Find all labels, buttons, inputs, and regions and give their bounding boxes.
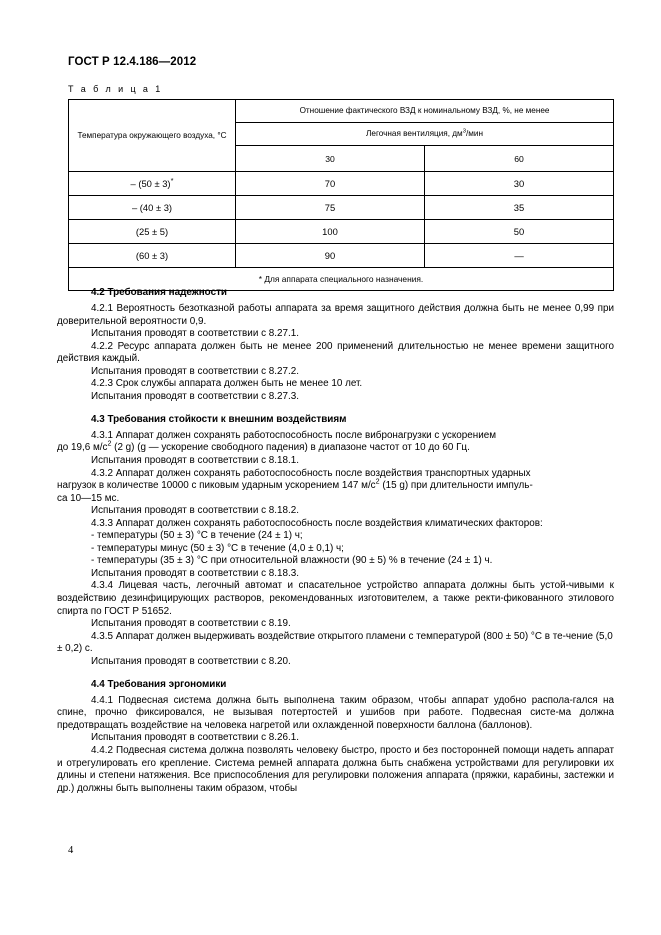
paragraph-4-3-2-line3: са 10—15 мс. (57, 492, 120, 504)
table-row (69, 196, 614, 220)
paragraph-4-3-1-line1: 4.3.1 Аппарат должен сохранять работоспособность после вибронагрузки с ускорением (91, 429, 497, 441)
list-item: - температуры (50 ± 3) °С в течение (24 ± 1) ч; (91, 530, 303, 542)
cell-temperature: (25 ± 5) (69, 220, 236, 244)
paragraph-4-3-5-test: Испытания проводят в соответствии с 8.20. (91, 655, 291, 667)
footnote-marker: * (170, 175, 174, 185)
cell-v60: 35 (425, 196, 614, 220)
paragraph-4-3-2-line1: 4.3.2 Аппарат должен сохранять работоспособность после воздействия транспортных ударных (91, 467, 531, 479)
paragraph-4-3-4-test: Испытания проводят в соответствии с 8.19. (91, 618, 291, 630)
header-ventilation (236, 123, 614, 146)
paragraph-4-2-2-test: Испытания проводят в соответствии с 8.27.2. (91, 365, 299, 377)
paragraph-4-3-1-line2 (57, 442, 614, 455)
paragraph-4-2-1: 4.2.1 Вероятность безотказной работы аппарата за время защитного действия должна быть не менее 0,99 при доверительной вероятности 0,9. (57, 303, 614, 327)
header-sub-30: 30 (236, 146, 425, 172)
cell-temperature (69, 172, 236, 196)
list-item: - температуры (35 ± 3) °С при относительной влажности (90 ± 5) % в течение (24 ± 1) ч. (91, 555, 493, 567)
paragraph-4-3-2-line2 (57, 477, 614, 493)
cell-v60: 50 (425, 220, 614, 244)
shock-exponent: 2 (375, 477, 380, 486)
paragraph-4-3-2 (57, 468, 614, 481)
accel-value: до 19,6 м/с (57, 442, 108, 454)
paragraph-4-4-1-test: Испытания проводят в соответствии с 8.26.1. (91, 732, 299, 744)
paragraph-4-3-3-test: Испытания проводят в соответствии с 8.18.3. (91, 567, 299, 579)
header-ratio: Отношение фактического ВЗД к номинальному ВЗД, %, не менее (236, 100, 614, 123)
table-footnote: * Для аппарата специального назначения. (69, 268, 614, 291)
paragraph-4-2-3-test: Испытания проводят в соответствии с 8.27.3. (91, 390, 299, 402)
standard-id-header: ГОСТ Р 12.4.186—2012 (68, 56, 197, 68)
section-heading-4-4: 4.4 Требования эргономики (91, 678, 227, 690)
cell-v30: 90 (236, 244, 425, 268)
paragraph-4-3-4: 4.3.4 Лицевая часть, легочный автомат и спасательное устройство аппарата должны быть устой-чивыми к воздействию дезинфицирующих растворов, рекомендованных изготовителем, а также ректи-фикованного этилового спирта по ГОСТ Р 51652. (57, 580, 614, 617)
requirements-table (68, 99, 614, 291)
page-number: 4 (68, 845, 74, 856)
table-1-wrapper (68, 99, 613, 291)
document-body (57, 286, 614, 795)
paragraph-4-3-1-test: Испытания проводят в соответствии с 8.18.1. (91, 454, 299, 466)
section-heading-4-3: 4.3 Требования стойкости к внешним воздействиям (91, 413, 347, 425)
list-item: - температуры минус (50 ± 3) °С в течение (4,0 ± 0,1) ч; (91, 542, 344, 554)
paragraph-4-3-1 (57, 430, 614, 443)
section-heading-4-2: 4.2 Требования надежности (91, 287, 227, 298)
cell-temperature: (60 ± 3) (69, 244, 236, 268)
accel-exponent: 2 (107, 440, 112, 449)
accel-rest: (2 g) (g — ускорение свободного падения) в диапазоне частот от 10 до 60 Гц. (111, 442, 470, 454)
table-row (69, 172, 614, 196)
cell-temperature: – (40 ± 3) (69, 196, 236, 220)
table-row (69, 244, 614, 268)
paragraph-4-4-1: 4.4.1 Подвесная система должна быть выполнена таким образом, чтобы аппарат удобно распола-гался на спине, прочно фиксировался, не вызывая потертостей и ушибов при работе. Подвесная систе-ма должна предотвращать воздействие на человека нагретой или охлажденной поверхности баллона (баллонов). (57, 694, 614, 731)
header-ventilation-units: /мин (465, 129, 483, 139)
cell-temperature-text: – (50 ± 3) (130, 178, 171, 189)
paragraph-4-3-5: 4.3.5 Аппарат должен выдерживать воздействие открытого пламени с температурой (800 ± 50) °С в те-чение (5,0 ± 0,2) с. (57, 630, 613, 655)
paragraph-4-4-2: 4.4.2 Подвесная система должна позволять человеку быстро, просто и без посторонней помощи надеть аппарат и отрегулировать его крепление. Система ремней аппарата должна быть снабжена устройствами для регулировки их длины и степени натяжения. Все приспособления для регулировки положения аппарата (пряжки, карабины, застежки и др.) должны быть выполнены таким образом, чтобы (57, 744, 614, 794)
cell-v30: 70 (236, 172, 425, 196)
shock-rest: (15 g) при длительности импуль- (379, 480, 533, 492)
cell-v60: — (425, 244, 614, 268)
cell-v60: 30 (425, 172, 614, 196)
paragraph-4-2-3: 4.2.3 Срок службы аппарата должен быть не менее 10 лет. (91, 378, 363, 390)
header-ventilation-exponent: 3 (462, 128, 466, 135)
header-temperature: Температура окружающего воздуха, °С (69, 100, 236, 172)
paragraph-4-2-2: 4.2.2 Ресурс аппарата должен быть не менее 200 применений длительностью не менее времени защитного действия каждый. (57, 340, 614, 365)
table-header-row-1 (69, 100, 614, 123)
table-caption: Т а б л и ц а 1 (68, 84, 163, 94)
paragraph-4-3-2-test: Испытания проводят в соответствии с 8.18.2. (91, 505, 299, 517)
paragraph-4-3-3: 4.3.3 Аппарат должен сохранять работоспособность после воздействия климатических факторов: (91, 517, 543, 529)
paragraph-4-2-1-test: Испытания проводят в соответствии с 8.27.1. (91, 328, 299, 340)
header-ventilation-text: Легочная вентиляция, дм (366, 129, 463, 139)
cell-v30: 75 (236, 196, 425, 220)
cell-v30: 100 (236, 220, 425, 244)
header-sub-60: 60 (425, 146, 614, 172)
table-row (69, 220, 614, 244)
shock-value: нагрузок в количестве 10000 с пиковым ударным ускорением 147 м/с (57, 480, 376, 492)
